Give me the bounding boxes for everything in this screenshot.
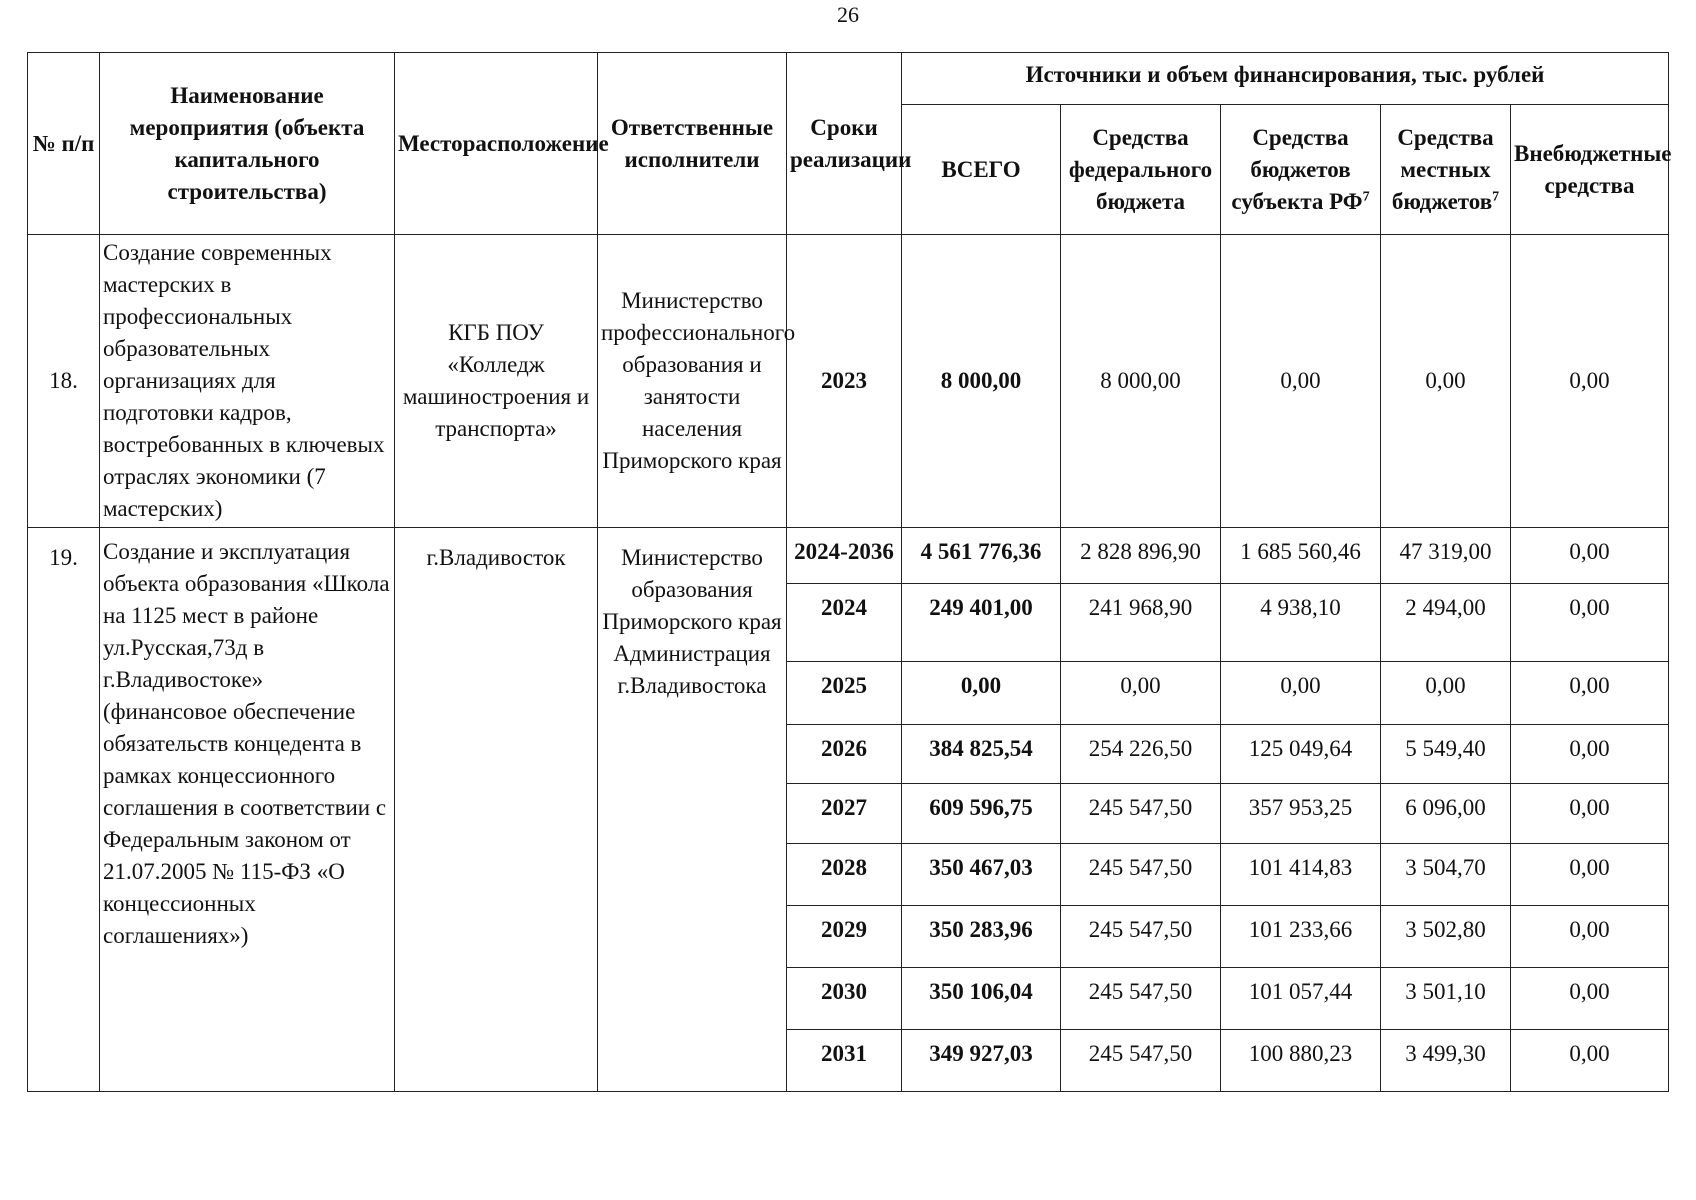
row19-extra-3: 0,00 xyxy=(1511,725,1669,784)
table-row-18 xyxy=(28,235,1669,528)
row19-total-1: 249 401,00 xyxy=(902,584,1061,662)
row19-subject-4: 357 953,25 xyxy=(1221,784,1381,844)
row19-local-2: 0,00 xyxy=(1381,662,1511,725)
row19-extra-0: 0,00 xyxy=(1511,528,1669,584)
financing-table xyxy=(27,52,1672,1092)
row19-extra-4: 0,00 xyxy=(1511,784,1669,844)
header-local-label: Средства местных бюджетов xyxy=(1391,124,1494,214)
row19-extra-6: 0,00 xyxy=(1511,906,1669,968)
row19-year-7: 2030 xyxy=(787,968,902,1030)
header-num: № п/п xyxy=(28,53,100,235)
row19-local-3: 5 549,40 xyxy=(1381,725,1511,784)
row18-name: Создание современных мастерских в профессиональных образовательных организациях для подготовки кадров, востребованных в ключевых отраслях экономики (7 мастерских) xyxy=(100,235,395,528)
row19-location: г.Владивосток xyxy=(395,528,598,1092)
row19-federal-7: 245 547,50 xyxy=(1061,968,1221,1030)
page-number: 26 xyxy=(837,2,859,27)
row19-extra-7: 0,00 xyxy=(1511,968,1669,1030)
row19-federal-6: 245 547,50 xyxy=(1061,906,1221,968)
row18-local: 0,00 xyxy=(1381,235,1511,528)
header-period: Сроки реализации xyxy=(787,53,902,235)
row19-extra-5: 0,00 xyxy=(1511,844,1669,906)
row18-responsible: Министерство профессионального образования и занятости населения Приморского края xyxy=(598,235,787,528)
row19-extra-1: 0,00 xyxy=(1511,584,1669,662)
row19-subject-1: 4 938,10 xyxy=(1221,584,1381,662)
row19-federal-2: 0,00 xyxy=(1061,662,1221,725)
row19-subject-8: 100 880,23 xyxy=(1221,1030,1381,1092)
row19-local-8: 3 499,30 xyxy=(1381,1030,1511,1092)
header-name: Наименование мероприятия (объекта капитального строительства) xyxy=(100,53,395,235)
header-local-footnote: 7 xyxy=(1492,188,1500,204)
row19-subject-6: 101 233,66 xyxy=(1221,906,1381,968)
row19-local-4: 6 096,00 xyxy=(1381,784,1511,844)
row18-year: 2023 xyxy=(787,235,902,528)
row19-year-3: 2026 xyxy=(787,725,902,784)
row19-subject-0: 1 685 560,46 xyxy=(1221,528,1381,584)
row19-extra-2: 0,00 xyxy=(1511,662,1669,725)
row19-local-0: 47 319,00 xyxy=(1381,528,1511,584)
row19-year-8: 2031 xyxy=(787,1030,902,1092)
row19-subject-3: 125 049,64 xyxy=(1221,725,1381,784)
row19-year-5: 2028 xyxy=(787,844,902,906)
row19-federal-0: 2 828 896,90 xyxy=(1061,528,1221,584)
table-row-19 xyxy=(28,528,1669,584)
row19-year-6: 2029 xyxy=(787,906,902,968)
header-row-1 xyxy=(28,53,1669,105)
header-location: Месторасположение xyxy=(395,53,598,235)
row18-federal: 8 000,00 xyxy=(1061,235,1221,528)
row19-year-4: 2027 xyxy=(787,784,902,844)
header-subject xyxy=(1221,105,1381,235)
row19-total-2: 0,00 xyxy=(902,662,1061,725)
row19-federal-8: 245 547,50 xyxy=(1061,1030,1221,1092)
row19-local-5: 3 504,70 xyxy=(1381,844,1511,906)
row19-name: Создание и эксплуатация объекта образования «Школа на 1125 мест в районе ул.Русская,73д в г.Владивостоке» (финансовое обеспечение обязательств концедента в рамках концессионного соглашения в соответствии с Федеральным законом от 21.07.2005 № 115-ФЗ «О концессионных соглашениях») xyxy=(100,528,395,1092)
header-extra: Внебюджетные средства xyxy=(1511,105,1669,235)
header-total: ВСЕГО xyxy=(902,105,1061,235)
row19-federal-5: 245 547,50 xyxy=(1061,844,1221,906)
row19-total-4: 609 596,75 xyxy=(902,784,1061,844)
row18-num: 18. xyxy=(28,235,100,528)
row19-subject-2: 0,00 xyxy=(1221,662,1381,725)
header-federal: Средства федерального бюджета xyxy=(1061,105,1221,235)
row19-year-0: 2024-2036 xyxy=(787,528,902,584)
row19-federal-4: 245 547,50 xyxy=(1061,784,1221,844)
row19-subject-7: 101 057,44 xyxy=(1221,968,1381,1030)
row19-total-7: 350 106,04 xyxy=(902,968,1061,1030)
header-subject-footnote: 7 xyxy=(1362,188,1370,204)
row19-num: 19. xyxy=(28,528,100,1092)
header-responsible: Ответственные исполнители xyxy=(598,53,787,235)
header-subject-label: Средства бюджетов субъекта РФ xyxy=(1231,124,1363,214)
header-financing-group: Источники и объем финансирования, тыс. рублей xyxy=(902,53,1669,105)
row19-subject-5: 101 414,83 xyxy=(1221,844,1381,906)
row18-extra: 0,00 xyxy=(1511,235,1669,528)
row19-total-0: 4 561 776,36 xyxy=(902,528,1061,584)
row19-local-1: 2 494,00 xyxy=(1381,584,1511,662)
row19-local-7: 3 501,10 xyxy=(1381,968,1511,1030)
row19-year-2: 2025 xyxy=(787,662,902,725)
row19-total-5: 350 467,03 xyxy=(902,844,1061,906)
row19-federal-1: 241 968,90 xyxy=(1061,584,1221,662)
row19-extra-8: 0,00 xyxy=(1511,1030,1669,1092)
row18-location: КГБ ПОУ «Колледж машиностроения и транспорта» xyxy=(395,235,598,528)
row19-local-6: 3 502,80 xyxy=(1381,906,1511,968)
row19-year-1: 2024 xyxy=(787,584,902,662)
header-local xyxy=(1381,105,1511,235)
row19-total-6: 350 283,96 xyxy=(902,906,1061,968)
row19-total-8: 349 927,03 xyxy=(902,1030,1061,1092)
row19-federal-3: 254 226,50 xyxy=(1061,725,1221,784)
row19-total-3: 384 825,54 xyxy=(902,725,1061,784)
row19-responsible: Министерство образования Приморского края Администрация г.Владивостока xyxy=(598,528,787,1092)
row18-total: 8 000,00 xyxy=(902,235,1061,528)
row18-subject: 0,00 xyxy=(1221,235,1381,528)
